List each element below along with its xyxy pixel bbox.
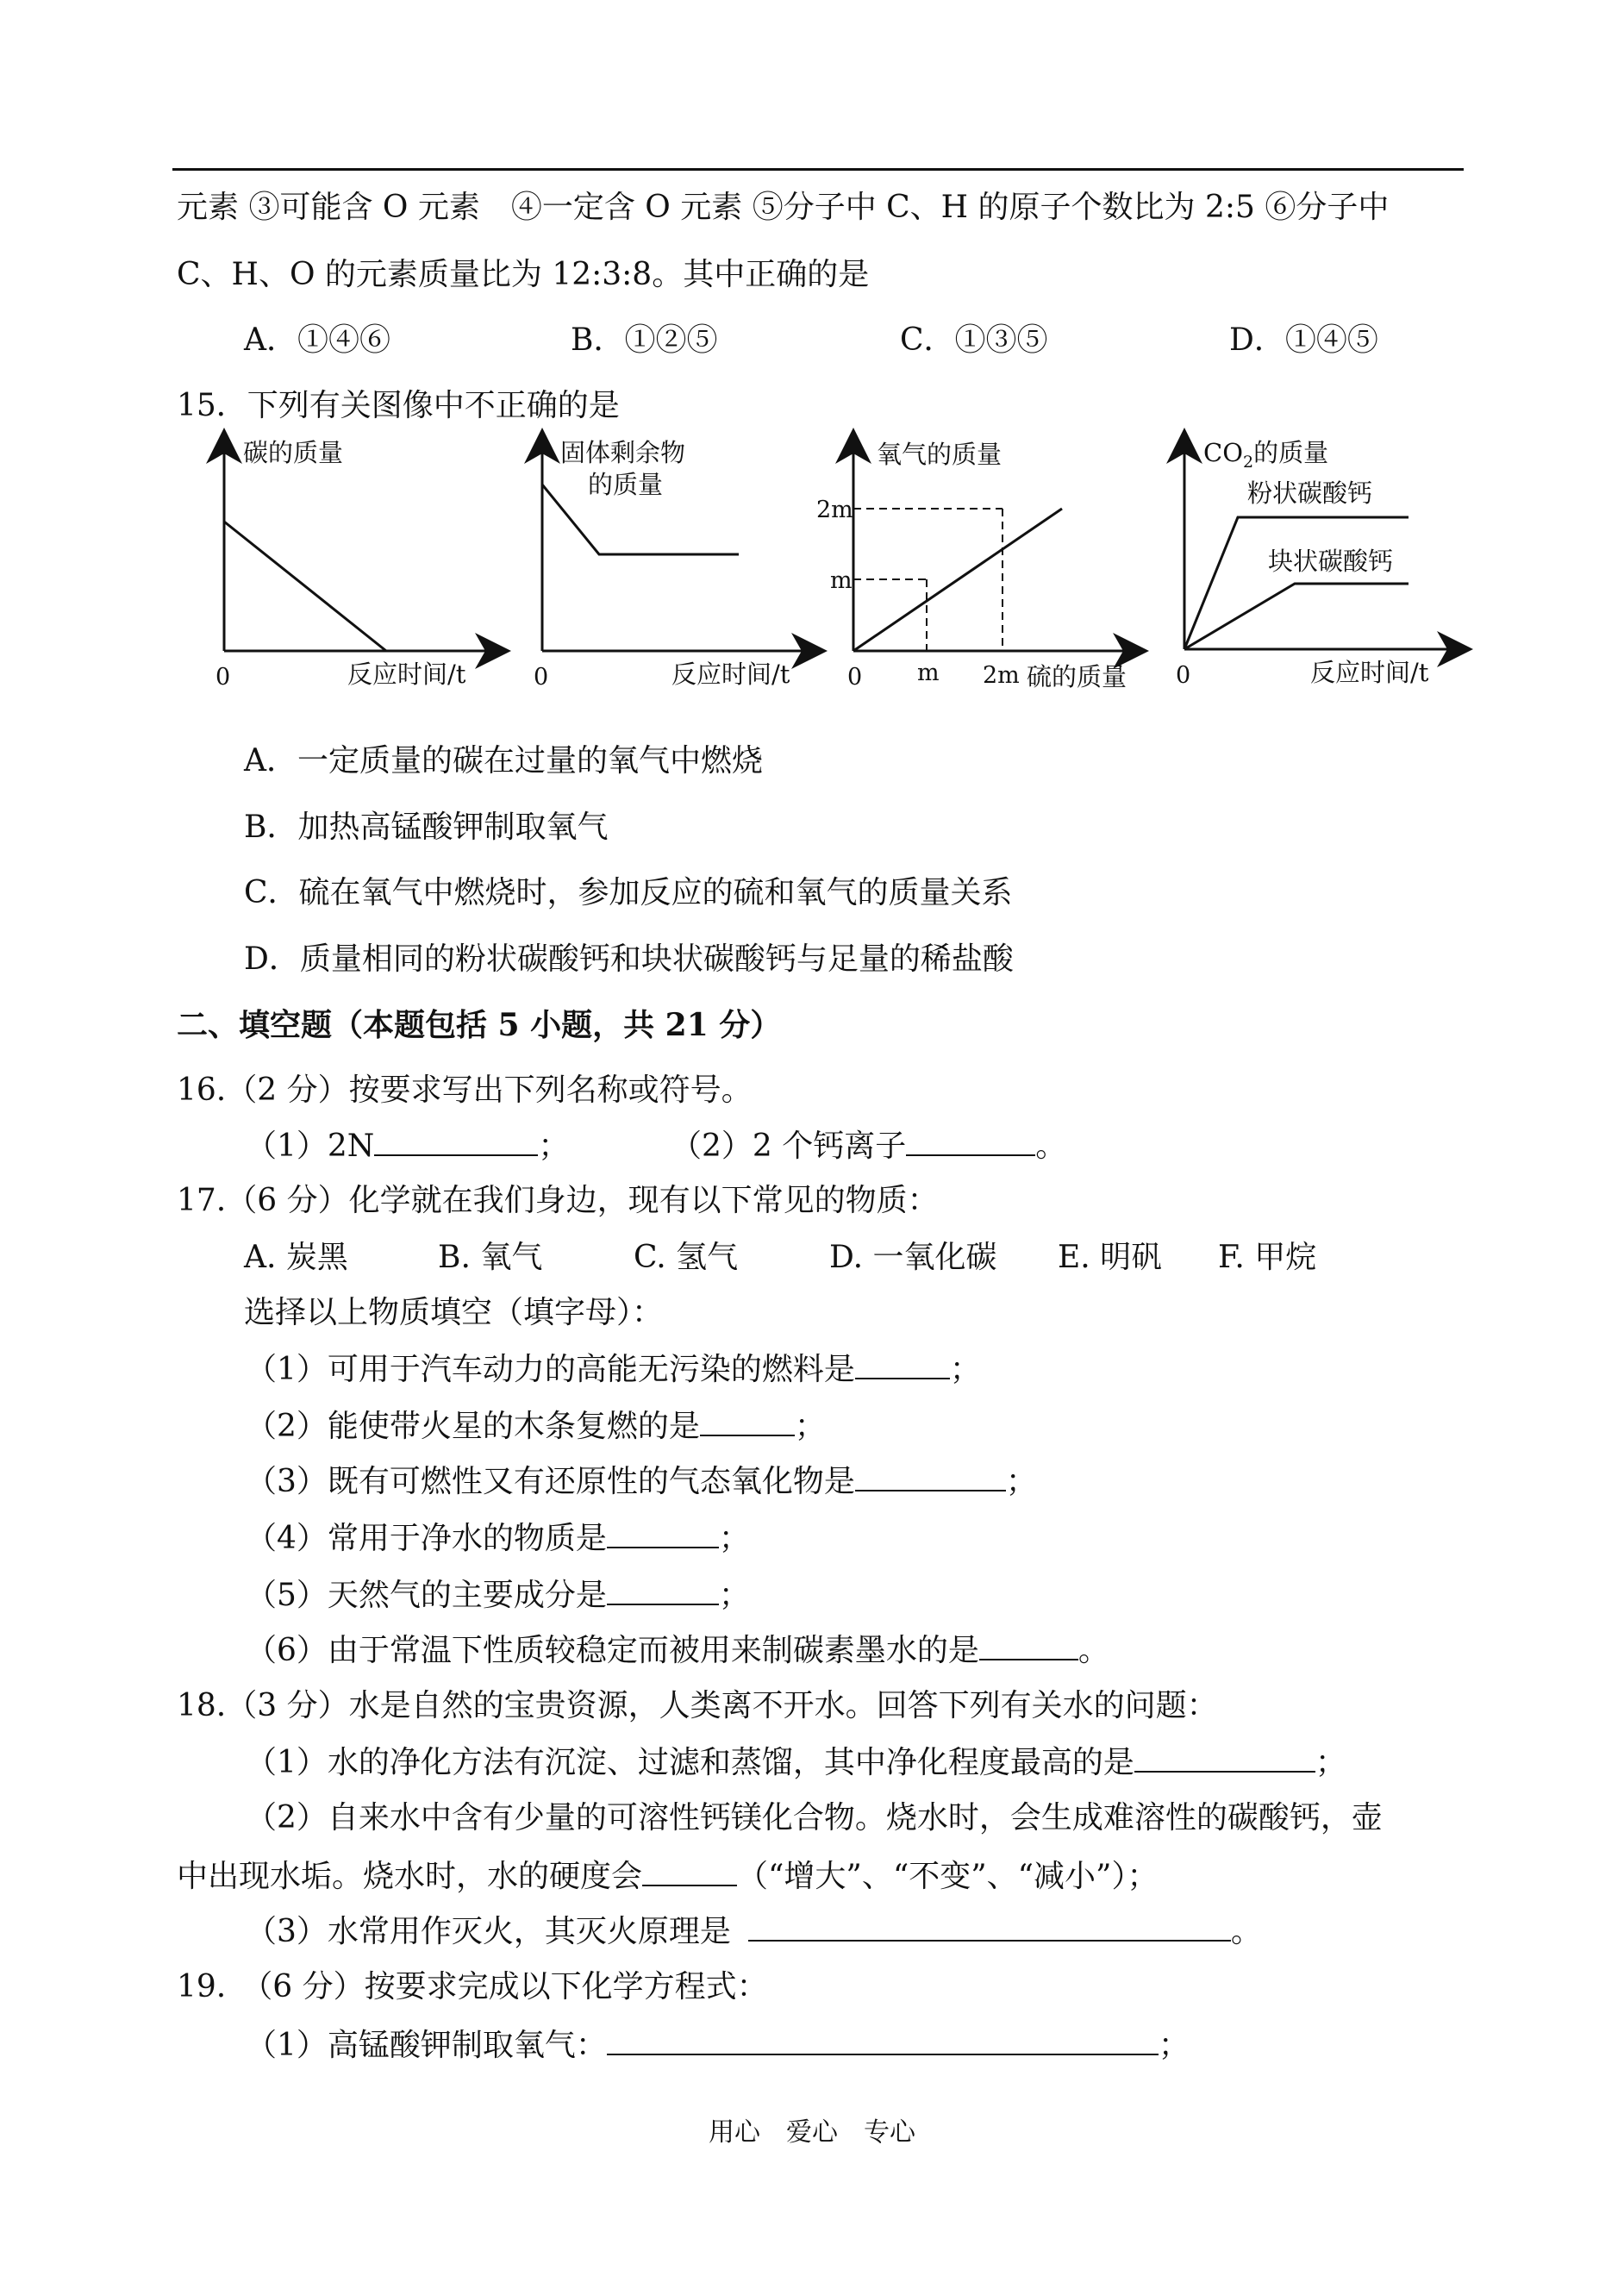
q15-stem: 15．下列有关图像中不正确的是 (177, 388, 620, 423)
graph-b (523, 435, 825, 694)
q17-choice-e: E. 明矾 (1058, 1240, 1163, 1275)
graph-d-label-lump: 块状碳酸钙 (1268, 547, 1394, 576)
q19-answer-blank-1[interactable] (607, 2024, 1159, 2055)
graph-b-ylabel-line2: 的质量 (588, 470, 664, 499)
q19-part-1-end: ； (1158, 2028, 1190, 2063)
q17-choice-f: F. 甲烷 (1218, 1240, 1317, 1275)
q16-part-1-end: ； (538, 1129, 570, 1164)
q17-item-2-end: ； (794, 1409, 826, 1444)
q19-part-1-text: （1）高锰酸钾制取氧气： (246, 2028, 607, 2063)
graph-c-xlabel: 硫的质量 (1027, 662, 1127, 691)
q17-answer-blank-2[interactable] (700, 1405, 795, 1436)
q17-choice-d: D. 一氧化碳 (829, 1240, 997, 1275)
q17-item-6-end: 。 (1077, 1633, 1109, 1668)
graph-a-xlabel: 反应时间/t (347, 660, 466, 689)
q18-part-3-text: （3）水常用作灭火，其灭火原理是 (246, 1914, 731, 1949)
q17-choice-c: C. 氢气 (634, 1240, 739, 1275)
graph-a-curve (224, 522, 386, 651)
q17-item-5 (246, 1574, 750, 1616)
q17-item-4-text: （4）常用于净水的物质是 (246, 1521, 607, 1556)
q17-item-4 (246, 1517, 750, 1559)
graph-c-origin: 0 (847, 664, 863, 691)
q17-answer-blank-1[interactable] (855, 1348, 950, 1379)
q18-part-1-text: （1）水的净化方法有沉淀、过滤和蒸馏，其中净化程度最高的是 (246, 1745, 1134, 1780)
q18-part-2-text: 中出现水垢。烧水时，水的硬度会 (177, 1859, 643, 1894)
q17-item-3-text: （3）既有可燃性又有还原性的气态氧化物是 (246, 1464, 855, 1499)
graph-d-curve-lump (1184, 584, 1409, 649)
graph-a-origin: 0 (215, 664, 231, 691)
graph-b-ylabel-line1: 固体剩余物 (560, 438, 686, 467)
q17-item-2 (246, 1405, 826, 1447)
graph-c-ylabel: 氧气的质量 (877, 440, 1003, 469)
q17-item-6-text: （6）由于常温下性质较稳定而被用来制碳素墨水的是 (246, 1633, 979, 1668)
q14-option-a: A．①④⑥ (244, 322, 390, 358)
q16-part-1-text: （1）2N (246, 1129, 375, 1164)
q18-part-2-end: （“增大”、“不变”、“减小”）； (737, 1859, 1159, 1894)
q17-choice-b: B. 氧气 (438, 1240, 543, 1275)
q14-option-c: C．①③⑤ (900, 322, 1048, 358)
graph-c-xtick-m: m (917, 660, 940, 686)
q17-item-3 (246, 1460, 1037, 1502)
q19-part-1 (246, 2024, 1190, 2066)
q14-option-d: D．①④⑤ (1229, 322, 1378, 358)
graph-c-xtick-2m: 2m (983, 662, 1020, 689)
q17-item-4-end: ； (718, 1521, 750, 1556)
q17-answer-blank-6[interactable] (979, 1629, 1078, 1660)
q17-item-1 (246, 1348, 981, 1390)
q18-part-1 (246, 1742, 1346, 1783)
graph-a-ylabel: 碳的质量 (243, 438, 344, 467)
q16-answer-blank-1[interactable] (374, 1125, 538, 1156)
q17-item-2-text: （2）能使带火星的木条复燃的是 (246, 1409, 700, 1444)
page-footer: 用心 爱心 专心 (709, 2117, 915, 2148)
q18-answer-blank-1[interactable] (1134, 1742, 1315, 1773)
q17-choice-a: A. 炭黑 (244, 1240, 348, 1275)
graph-d-label-powder: 粉状碳酸钙 (1247, 478, 1373, 508)
q18-part-2-line-1: （2）自来水中含有少量的可溶性钙镁化合物。烧水时，会生成难溶性的碳酸钙，壶 (246, 1800, 1383, 1835)
q17-instruction: 选择以上物质填空（填字母）： (244, 1295, 664, 1330)
q17-answer-blank-3[interactable] (855, 1460, 1006, 1491)
q18-part-1-end: ； (1315, 1745, 1346, 1780)
graph-c (816, 435, 1146, 694)
q17-item-1-text: （1）可用于汽车动力的高能无污染的燃料是 (246, 1352, 855, 1387)
graph-b-origin: 0 (534, 664, 549, 691)
q18-part-3 (246, 1910, 1262, 1952)
q15-option-a: A．一定质量的碳在过量的氧气中燃烧 (244, 743, 763, 779)
graph-d-ylabel: $CO_2$的质量 (1203, 438, 1329, 472)
q17-item-5-end: ； (718, 1578, 750, 1613)
header-rule (172, 168, 1464, 171)
graph-d (1150, 435, 1469, 694)
graph-c-ytick-2m: 2m (816, 497, 853, 523)
graph-a (207, 435, 509, 694)
q14-line-2: C、H、O 的元素质量比为 12:3:8。其中正确的是 (177, 257, 870, 292)
graph-d-xlabel: 反应时间/t (1310, 658, 1429, 687)
q17-item-6 (246, 1629, 1109, 1671)
q16-part-2 (671, 1125, 1066, 1166)
q18-answer-blank-3[interactable] (748, 1910, 1231, 1942)
q18-answer-blank-2[interactable] (642, 1855, 737, 1886)
q17-answer-blank-5[interactable] (607, 1574, 719, 1605)
graph-c-ytick-m: m (830, 567, 853, 594)
q17-item-1-end: ； (949, 1352, 981, 1387)
q17-item-3-end: ； (1005, 1464, 1037, 1499)
graph-d-origin: 0 (1176, 662, 1191, 689)
q16-answer-blank-2[interactable] (906, 1125, 1035, 1156)
q14-option-b: B．①②⑤ (571, 322, 718, 358)
q18-part-2-line-2 (177, 1855, 1158, 1897)
q14-line-1: 元素 ③可能含 O 元素 ④一定含 O 元素 ⑤分子中 C、H 的原子个数比为 2:5 ⑥分子中 (177, 190, 1390, 225)
q16-stem: 16.（2 分）按要求写出下列名称或符号。 (177, 1072, 753, 1108)
section-2-title: 二、填空题（本题包括 5 小题，共 21 分） (177, 1007, 782, 1043)
q18-part-3-end: 。 (1230, 1914, 1262, 1949)
q17-item-5-text: （5）天然气的主要成分是 (246, 1578, 607, 1613)
graph-b-xlabel: 反应时间/t (671, 660, 790, 689)
q16-part-2-text: （2）2 个钙离子 (671, 1129, 907, 1164)
q16-part-2-end: 。 (1035, 1129, 1067, 1164)
q19-stem: 19. （6 分）按要求完成以下化学方程式： (177, 1969, 768, 2004)
q15-option-b: B．加热高锰酸钾制取氧气 (244, 810, 609, 845)
q18-stem: 18.（3 分）水是自然的宝贵资源，人类离不开水。回答下列有关水的问题： (177, 1688, 1218, 1723)
q17-answer-blank-4[interactable] (607, 1517, 719, 1548)
q17-stem: 17.（6 分）化学就在我们身边，现有以下常见的物质： (177, 1183, 939, 1218)
q15-option-c: C．硫在氧气中燃烧时，参加反应的硫和氧气的质量关系 (244, 875, 1013, 910)
q16-part-1 (246, 1125, 569, 1166)
q15-option-d: D．质量相同的粉状碳酸钙和块状碳酸钙与足量的稀盐酸 (244, 941, 1014, 977)
